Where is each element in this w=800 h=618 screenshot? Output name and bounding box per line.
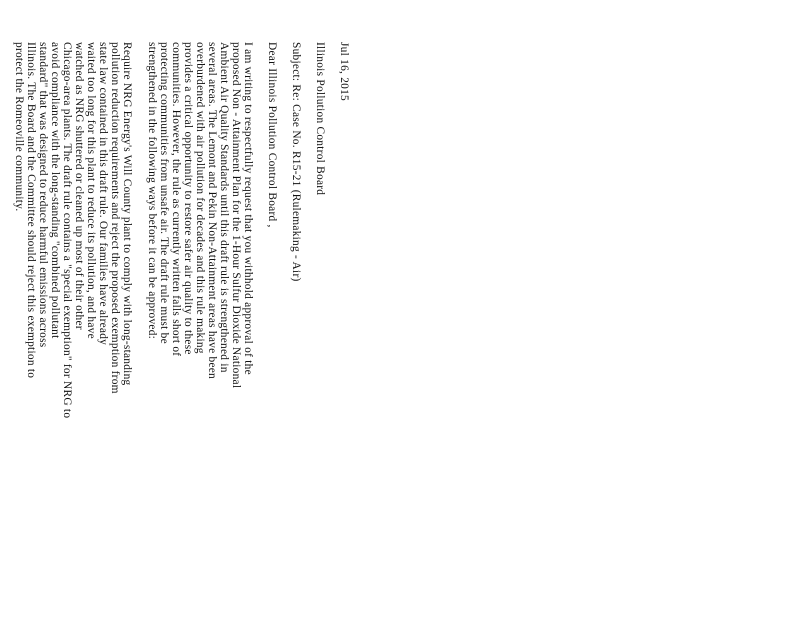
paragraph-line: protect the Romeoville community. <box>13 42 25 212</box>
paragraph-line: several areas. The Lemont and Pekin Non-Attainment areas have been <box>206 42 218 380</box>
paragraph-line: Illinois. The Board and the Committee should reject this exemption to <box>25 42 37 379</box>
paragraph-line: communities. However, the rule as currently written falls short of <box>170 42 182 357</box>
paragraph-line: Ambient Air Quality Standards until this draft rule is strengthened in <box>218 42 230 373</box>
paragraph-line: standard" that was designed to reduce harmful emissions across <box>37 42 49 348</box>
letter <box>0 42 350 542</box>
paragraph-line: avoid compliance with the long-standing "combined pollutant <box>49 42 61 339</box>
paragraph-line: pollution reduction requirements and reject the proposed exemption from <box>109 42 121 394</box>
letter-salutation: Dear Illinois Pollution Control Board , <box>266 42 278 228</box>
paragraph-line: protecting communities from unsafe air. The draft rule must be <box>158 42 170 344</box>
paragraph-line: waited too long for this plant to reduce its pollution, and have <box>85 42 97 339</box>
letter-recipient: Illinois Pollution Control Board <box>314 42 326 196</box>
paragraph-line: proposed Non - Attainment Plan for the 1-Hour Sulfur Dioxide National <box>230 42 242 389</box>
letter-date: Jul 16, 2015 <box>338 42 350 102</box>
paragraph-line: provides a critical opportunity to restore safer air quality to these <box>182 42 194 355</box>
paragraph-line: state law contained in this draft rule. Our families have already <box>97 42 109 346</box>
paragraph-line: watched as NRG shuttered or cleaned up most of their other <box>73 42 85 330</box>
paragraph-line: Chicago-area plants. The draft rule contains a "special exemption" for NRG to <box>61 42 73 419</box>
paragraph-line: Require NRG Energy's Will County plant to comply with long-standing <box>121 42 133 386</box>
paragraph-line: I am writing to respectfully request that you withhold approval of the <box>242 42 254 375</box>
paragraph-line: strengthened in the following ways before it can be approved: <box>146 42 158 340</box>
paragraph-line: overburdened with air pollution for decades and this rule making <box>194 42 206 354</box>
letter-subject: Subject: Re: Case No. R15-21 (Rulemaking - Air) <box>290 42 302 282</box>
